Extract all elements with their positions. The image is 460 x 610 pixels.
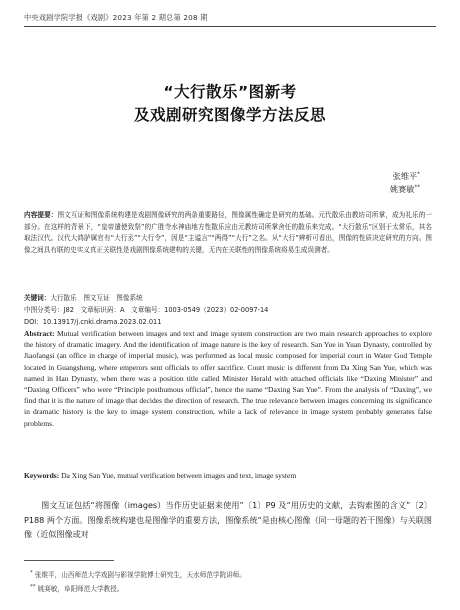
classification-line: 中图分类号：J82 文章标识码：A 文章编号：1003-0549（2023）02-0097-14 [24, 306, 269, 314]
author-1-mark: * [417, 171, 420, 178]
body-paragraph [24, 498, 432, 542]
footnote-rule [24, 560, 114, 561]
abstract-cn [24, 210, 432, 256]
abstract-cn-text: 图文互证和图像系统构建是戏剧图像研究的两条重要路径，图像属性确定是研究的基础。元代散乐由教坊司所掌，成为礼乐的一部分。在这样的背景下，“皇帝遣使致祭”的广胜寺水神庙地方性散乐应由元教坊司所掌舍任的散乐来完成。“大行散乐”区别于太常乐，其名取法汉代。汉代大鸿胪属官有“大行丞”“大行令”，因是“主谥言”“两得”“大行”之名。从“大行”辨析可看出，图像的性质决定研究的方向。图像之间具有联的史实义真正关联性是戏剧图像系统建构的关键，无内在关联性的图像系统将易生成误测者。 [24, 211, 433, 254]
footnote-1 [30, 569, 246, 579]
keywords-cn-label: 关键词： [24, 294, 51, 302]
keywords-cn-text: 大行散乐 图文互证 图像系统 [50, 294, 143, 302]
keywords-en-label: Keywords: [24, 471, 60, 480]
footnote-1-mark: * [30, 569, 33, 576]
abstract-en-text: Mutual verification between images and text and image system construction are two main research approaches to explore the history of dramatic imagery. And the identification of image nature is the key of research. San Yue in Yuan Dynasty, controlled by Jiaofangsi (an office in charge of imperial music), was performed as local music composed for imperial court in Water God Temple located in Guangsheng, where emperors sent officials to offer sacrifice. Court music is different from Da Xing San Yue, which was named in Han Dynasty, when there was a position title called Minister Herald with attached officials like “Daxing Minister” and “Daxing Officers” who were “Principle posthumous official”, hence the name “Daxing San Yue”. From the analysis of “Daxing”, we find that it is the nature of image that decides the direction of research. The true relevance between images concerning its significance in dramatic history is the key to image system construction, while a lack of relevance in image system probably generates false problems. [24, 329, 433, 428]
body-paragraph-text: 图文互证包括“将图像（images）当作历史证据来使用”〔1〕P9 及“用历史的文献，去钩索图的含义”〔2〕P188 两个方面。图像系统构建也是图像学的重要方法，图像系统“是由核心图像（同一母题的若干图像）与关联图像（近似图像或对 [24, 500, 432, 540]
author-2-mark: ** [414, 184, 420, 191]
running-head: 中央戏剧学院学报《戏剧》2023 年第 2 期总第 208 期 [24, 13, 208, 22]
header-rule [24, 26, 436, 27]
keywords-en [24, 471, 432, 480]
doi-line: DOI：10.13917/j.cnki.drama.2023.02.011 [24, 318, 162, 326]
article-title-line-2: 及戏剧研究图像学方法反思 [133, 106, 326, 124]
footnote-2-text: 姚赛敏，阜阳师范大学教授。 [37, 585, 124, 593]
abstract-cn-label: 内容提要： [24, 211, 58, 219]
author-2 [390, 184, 420, 195]
footnote-1-text: 张维平，山西师范大学戏剧与影视学院博士研究生，天水师范学院讲师。 [34, 571, 246, 579]
keywords-cn [24, 292, 432, 302]
author-2-name: 姚赛敏 [389, 184, 415, 194]
footnote-2-mark: ** [30, 583, 36, 590]
article-title-line-1: “大行散乐”图新考 [163, 83, 297, 101]
author-1-name: 张维平 [392, 171, 418, 181]
author-1 [393, 171, 420, 182]
abstract-en [24, 328, 432, 429]
footnote-2 [30, 583, 123, 593]
keywords-en-text: Da Xing San Yue, mutual verification between images and text, image system [61, 471, 297, 480]
abstract-en-label: Abstract: [24, 329, 55, 338]
